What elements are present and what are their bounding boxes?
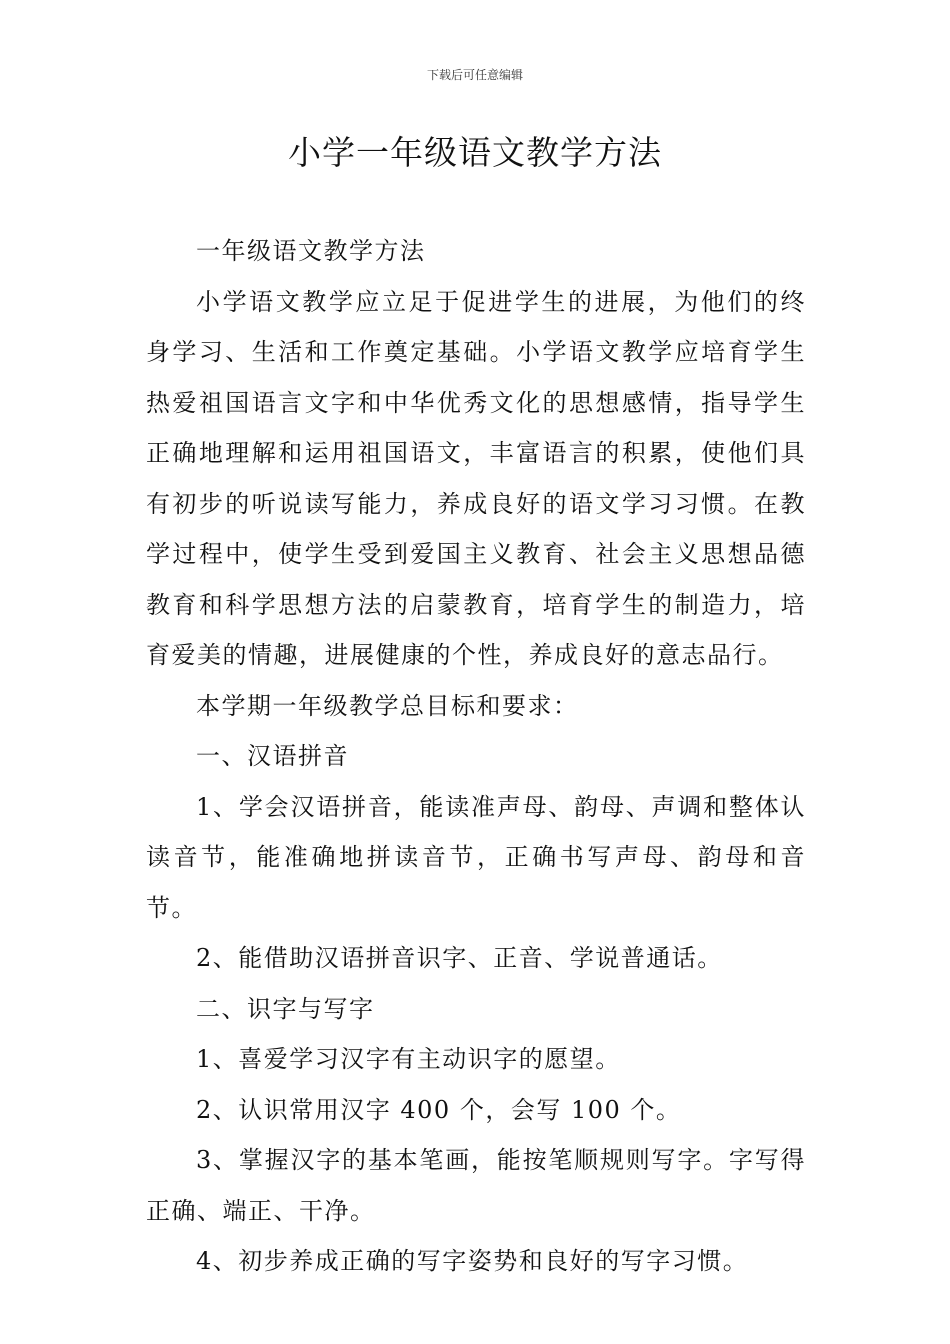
list-item: 3、掌握汉字的基本笔画，能按笔顺规则写字。字写得正确、端正、干净。	[146, 1146, 806, 1225]
list-item: 1、喜爱学习汉字有主动识字的愿望。	[196, 1045, 621, 1073]
paragraph-intro: 小学语文教学应立足于促进学生的进展，为他们的终身学习、生活和工作奠定基础。小学语文教学应培育学生热爱祖国语言文字和中华优秀文化的思想感情，指导学生正确地理解和运用祖国语文，丰富语言的积累，使他们具有初步的听说读写能力，养成良好的语文学习习惯。在教学过程中，使学生受到爱国主义教育、社会主义思想品德教育和科学思想方法的启蒙教育，培育学生的制造力，培育爱美的情趣，进展健康的个性，养成良好的意志品行。	[146, 287, 806, 669]
list-item: 4、初步养成正确的写字姿势和良好的写字习惯。	[196, 1247, 749, 1275]
document-title: 小学一年级语文教学方法	[288, 133, 662, 172]
paragraph-subtitle: 一年级语文教学方法	[196, 237, 426, 265]
page-header-note: 下载后可任意编辑	[426, 68, 523, 82]
list-item: 1、学会汉语拼音，能读准声母、韵母、声调和整体认读音节，能准确地拼读音节，正确书写声母、韵母和音节。	[146, 792, 806, 922]
list-item: 2、能借助汉语拼音识字、正音、学说普通话。	[196, 944, 723, 972]
section-heading-literacy: 二、识字与写字	[196, 994, 375, 1023]
section-heading-pinyin: 一、汉语拼音	[196, 742, 349, 770]
paragraph-goals-heading: 本学期一年级教学总目标和要求：	[196, 691, 579, 720]
document-body	[146, 226, 806, 1287]
list-item: 2、认识常用汉字 400 个，会写 100 个。	[196, 1095, 682, 1124]
